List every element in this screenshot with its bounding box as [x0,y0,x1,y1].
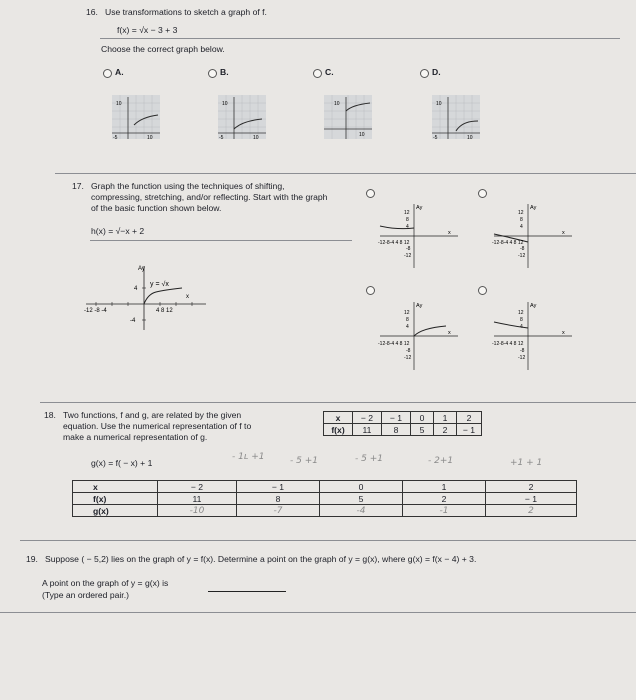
q18-scratch-4: - 2+1 [428,456,454,466]
q16-option-a-radio[interactable] [103,69,112,78]
svg-text:4: 4 [520,324,523,330]
svg-text:12: 12 [518,210,524,216]
svg-text:x: x [448,330,451,336]
q16-graph-b[interactable] [218,95,266,139]
svg-text:4: 4 [406,324,409,330]
q17-option-d-radio[interactable] [478,286,487,295]
q16-option-c-radio[interactable] [313,69,322,78]
q17-basic-xticks-left: -12 -8 -4 [84,308,107,314]
svg-text:12: 12 [404,310,410,316]
svg-text:-12: -12 [518,355,526,361]
f-table-cell: 1 [434,412,457,424]
answer-table-cell: − 1 [486,493,577,505]
q16-graph-d[interactable] [432,95,480,139]
answer-table-cell: − 1 [237,481,320,493]
q16-option-d-radio[interactable] [420,69,429,78]
q17-basic-ytick-neg: -4 [130,318,136,324]
f-table-cell: 8 [382,424,411,436]
g-answer-input[interactable]: -7 [237,505,320,517]
f-table-cell: 11 [353,424,382,436]
q18-number: 18. [44,410,56,420]
f-table-cell: − 2 [353,412,382,424]
q16-option-b-label: B. [220,67,229,77]
answer-table-cell: 8 [237,493,320,505]
q17-number: 17. [72,181,84,191]
answer-table-cell: − 2 [158,481,237,493]
q17-basic-ytick: 4 [134,286,138,292]
g-answer-input[interactable]: -1 [403,505,486,517]
q18-f-table [323,411,482,436]
svg-text:-5: -5 [433,135,438,139]
q19-answer-input[interactable] [208,578,286,589]
answer-table-f-header: f(x) [73,493,158,505]
q17-option-c-radio[interactable] [366,286,375,295]
svg-text:8: 8 [520,217,523,223]
svg-text:10: 10 [253,135,259,139]
svg-text:-12-8-4 4 8 12: -12-8-4 4 8 12 [492,341,524,347]
f-table-x-header: x [324,412,353,424]
q18-scratch-2: - 5 +1 [290,456,318,466]
svg-text:8: 8 [406,317,409,323]
svg-text:4: 4 [406,224,409,230]
q18-scratch-5: +1 + 1 [510,458,543,468]
q17-option-b-radio[interactable] [478,189,487,198]
q17-graph-b[interactable] [490,200,576,270]
q17-basic-graph-label: y = √x [150,281,169,288]
q19-hint: (Type an ordered pair.) [42,590,129,600]
svg-text:-8: -8 [406,246,411,252]
answer-table-cell: 1 [403,481,486,493]
q17-prompt-line2: compressing, stretching, and/or reflecting. Start with the graph [91,192,328,202]
svg-text:10: 10 [467,135,473,139]
q16-graph-a[interactable] [112,95,160,139]
f-table-cell: 2 [434,424,457,436]
q19-prompt: Suppose ( − 5,2) lies on the graph of y = f(x). Determine a point on the graph of y = g(x), where g(x) = f(x − 4) + 3. [45,554,477,564]
svg-text:x: x [448,230,451,236]
svg-text:Ay: Ay [530,303,537,309]
svg-text:12: 12 [518,310,524,316]
q16-prompt: Use transformations to sketch a graph of f. [105,7,267,17]
svg-text:10: 10 [334,101,340,107]
q16-option-a-label: A. [115,67,124,77]
svg-text:12: 12 [404,210,410,216]
svg-text:-5: -5 [113,135,118,139]
q16-option-b-radio[interactable] [208,69,217,78]
answer-table-x-header: x [73,481,158,493]
svg-text:10: 10 [116,101,122,107]
q16-number: 16. [86,7,98,17]
q18-equation: g(x) = f( − x) + 1 [91,458,153,468]
svg-text:-12: -12 [404,355,412,361]
svg-text:Ay: Ay [416,205,423,211]
svg-text:10: 10 [359,132,365,138]
svg-text:Ay: Ay [416,303,423,309]
q18-prompt-line2: equation. Use the numerical representation of f to [63,421,252,431]
q17-basic-x-axis-label: x [186,294,189,300]
svg-text:10: 10 [147,135,153,139]
f-table-cell: 5 [411,424,434,436]
q17-graph-d[interactable] [490,298,576,372]
svg-text:10: 10 [222,101,228,107]
q16-option-d-label: D. [432,67,441,77]
q17-basic-xticks-right: 4 8 12 [156,308,173,314]
answer-table-g-header: g(x) [73,505,158,517]
answer-table-cell: 2 [403,493,486,505]
svg-text:8: 8 [406,217,409,223]
q17-prompt-line3: of the basic function shown below. [91,203,222,213]
f-table-cell: − 1 [382,412,411,424]
q16-choose-text: Choose the correct graph below. [101,44,225,54]
q18-scratch-1: - 1ʟ +1 [232,452,265,462]
svg-text:-12: -12 [518,253,526,259]
answer-table-cell: 11 [158,493,237,505]
svg-text:10: 10 [436,101,442,107]
q17-graph-c[interactable] [376,298,462,372]
answer-table-cell: 0 [320,481,403,493]
q17-graph-a[interactable] [376,200,462,270]
q18-prompt-line1: Two functions, f and g, are related by the given [63,410,242,420]
q16-function: f(x) = √x − 3 + 3 [117,25,178,35]
svg-text:Ay: Ay [530,205,537,211]
svg-text:8: 8 [520,317,523,323]
svg-text:-8: -8 [520,246,525,252]
svg-text:-12-8-4 4 8 12: -12-8-4 4 8 12 [378,341,410,347]
f-table-cell: − 1 [457,424,482,436]
q16-option-c-label: C. [325,67,334,77]
svg-text:-12: -12 [404,253,412,259]
svg-text:4: 4 [520,224,523,230]
q17-prompt-line1: Graph the function using the techniques of shifting, [91,181,285,191]
svg-text:x: x [562,330,565,336]
q17-option-a-radio[interactable] [366,189,375,198]
svg-text:-12-8-4 4 8 12: -12-8-4 4 8 12 [378,240,410,246]
g-answer-input[interactable]: -4 [320,505,403,517]
g-answer-input[interactable]: -10 [158,505,237,517]
f-table-cell: 2 [457,412,482,424]
q17-basic-y-axis-label: Ay [138,266,145,272]
g-answer-input[interactable]: 2 [486,505,577,517]
answer-table-cell: 2 [486,481,577,493]
q19-number: 19. [26,554,38,564]
svg-text:-8: -8 [406,348,411,354]
svg-text:-12-8-4 4 8 12: -12-8-4 4 8 12 [492,240,524,246]
svg-text:x: x [562,230,565,236]
q16-graph-c[interactable] [324,95,372,139]
svg-text:-8: -8 [520,348,525,354]
q19-answer-label: A point on the graph of y = g(x) is [42,578,169,588]
svg-text:-5: -5 [219,135,224,139]
f-table-cell: 0 [411,412,434,424]
answer-table-cell: 5 [320,493,403,505]
q18-answer-table [72,480,577,517]
q17-function: h(x) = √−x + 2 [91,226,145,236]
q18-prompt-line3: make a numerical representation of g. [63,432,208,442]
q17-basic-graph [82,262,212,334]
q18-scratch-3: - 5 +1 [355,454,383,464]
f-table-f-header: f(x) [324,424,353,436]
